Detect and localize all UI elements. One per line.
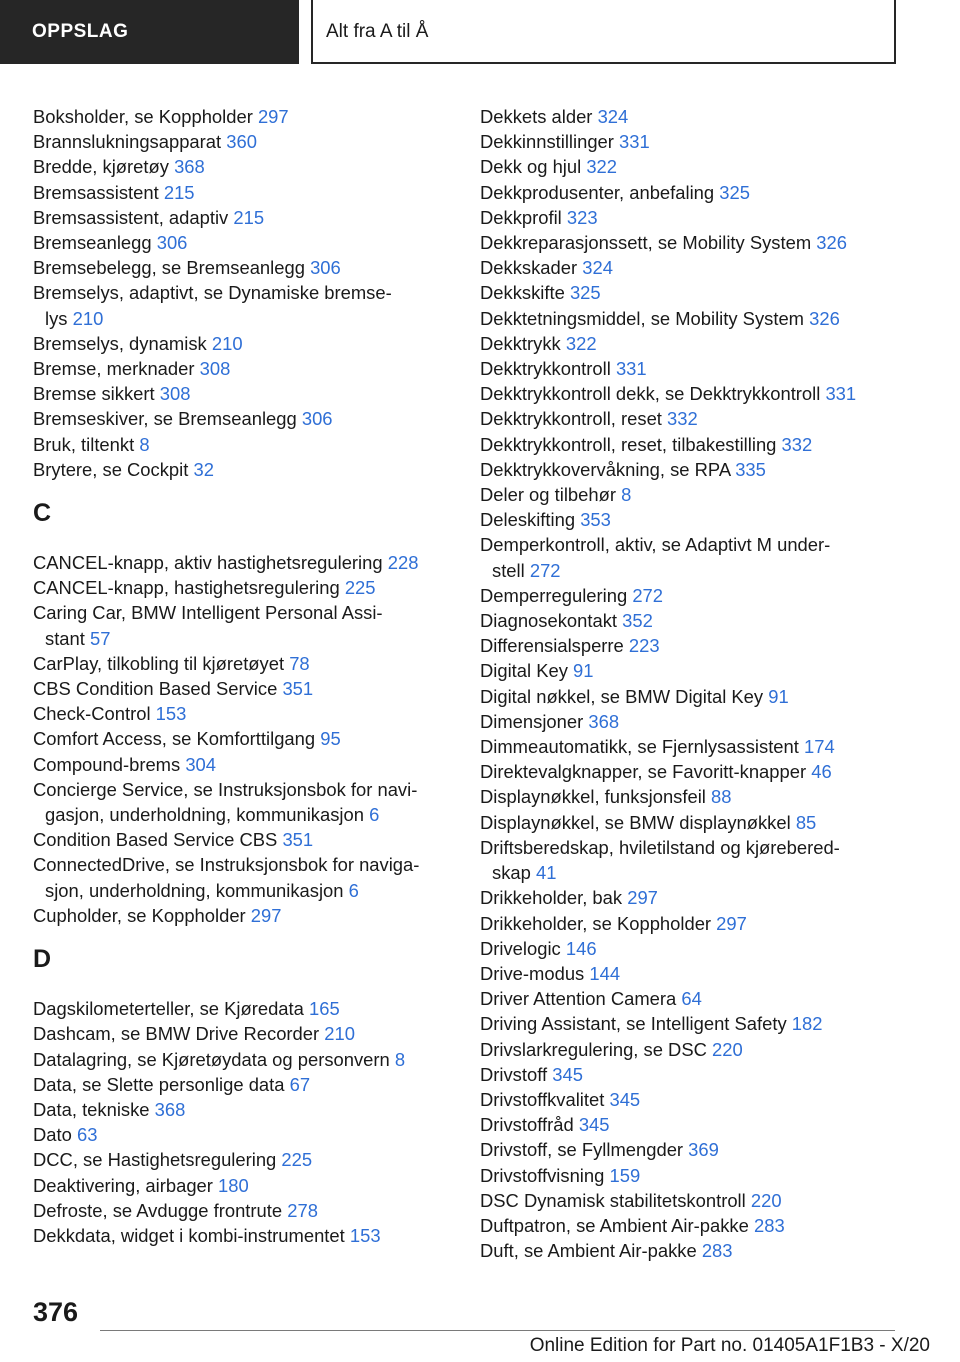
index-entry-term: Defroste, se Avdugge frontrute [33,1199,283,1221]
page-reference-link[interactable]: 368 [154,1098,186,1120]
index-entry-continuation-text: skap [492,862,531,884]
page-reference-link[interactable]: 91 [768,685,789,707]
index-entry-term: Brytere, se Cockpit [33,458,189,480]
index-entry-term: DCC, se Hastighetsregulering [33,1149,277,1171]
page-reference-link[interactable]: 297 [627,887,658,909]
page-reference-link[interactable]: 215 [163,181,195,203]
index-entry [33,381,448,406]
page-reference-link[interactable]: 180 [218,1174,249,1196]
page-reference-link[interactable]: 306 [156,232,188,254]
page-reference-link[interactable]: 324 [597,106,629,127]
index-entry-term: Drivslarkregulering, se DSC [480,1038,707,1060]
index-entry-term: Bremsassistent, adaptiv [33,206,229,228]
index-entry [33,180,448,205]
index-entry [480,255,920,280]
page-reference-link[interactable]: 210 [324,1023,355,1045]
index-entry [480,154,920,179]
index-entry-term: Condition Based Service CBS [33,829,278,851]
index-entry-term: Bremselys, adaptivt, se Dynamiske bremse- [33,282,392,304]
index-entry-term: Drivelogic [480,937,561,959]
index-entry [33,1122,448,1147]
index-entry [33,600,448,650]
page-reference-link[interactable]: 353 [580,509,611,531]
index-entry-term: Drikkeholder, se Koppholder [480,912,712,934]
page-reference-link[interactable]: 308 [199,358,231,380]
index-entry-term: Bremselys, dynamisk [33,332,207,354]
index-entry [33,575,448,600]
page-reference-link[interactable]: 210 [72,307,104,329]
index-entry [480,684,920,709]
page-reference-link[interactable]: 297 [257,106,289,127]
page-reference-link[interactable]: 95 [320,728,341,750]
index-entry [33,1173,448,1198]
page-reference-link[interactable]: 306 [310,257,341,279]
index-letter-heading: D [33,945,52,974]
index-entry [33,701,448,726]
index-entry [33,777,448,827]
index-entry-term: Digital Key [480,660,568,682]
index-entry [480,1062,920,1087]
page-reference-link[interactable]: 146 [565,937,597,959]
header-title-text: Alt fra A til Å [326,21,429,42]
page-reference-link[interactable]: 345 [609,1088,641,1110]
page-reference-link[interactable]: 322 [565,332,597,354]
index-entry-term: Dekkskifte [480,282,565,304]
index-entry [480,936,920,961]
index-entry-continuation-text: stant [45,627,85,649]
index-entry-term: Dekktrykkontroll, reset, tilbakestilling [480,433,777,455]
page-reference-link[interactable]: 91 [573,660,594,682]
index-entry-term: Bremsebelegg, se Bremseanlegg [33,257,305,279]
index-entry [33,1198,448,1223]
page-reference-link[interactable]: 41 [535,862,557,884]
index-entry-term: Displaynøkkel, funksjonsfeil [480,786,706,808]
index-entry [480,280,920,305]
page-reference-link[interactable]: 360 [226,131,257,153]
index-entry [480,734,920,759]
page-reference-link[interactable]: 325 [569,282,601,304]
index-entry-term: Bruk, tiltenkt [33,433,135,455]
index-entry-term: CANCEL-knapp, hastighetsregulering [33,577,340,599]
index-entry-continuation [33,878,448,903]
page-reference-link[interactable]: 78 [289,652,310,674]
index-entry-term: Bremsassistent [33,181,159,203]
index-entry [33,432,448,457]
page-reference-link[interactable]: 225 [344,577,376,599]
index-entry [480,406,920,431]
index-entry [33,154,448,179]
page-reference-link[interactable]: 351 [282,678,314,700]
index-entry-term: Drivstoff, se Fyllmengder [480,1139,684,1161]
index-entry-term: Dekkprofil [480,206,562,228]
index-entry-term: Displaynøkkel, se BMW displaynøkkel [480,811,791,833]
index-entry [480,381,920,406]
index-entry-term: Dekktrykkontroll, reset [480,408,662,430]
page-reference-link[interactable]: 88 [711,786,732,808]
page-reference-link[interactable]: 272 [529,559,561,581]
edition-footer: Online Edition for Part no. 01405A1F1B3 - X/20 [529,1335,930,1356]
page-reference-link[interactable]: 174 [804,736,835,758]
page-reference-link[interactable]: 345 [578,1114,610,1136]
index-entry [33,852,448,902]
index-entry [480,1112,920,1137]
index-entry [480,1037,920,1062]
index-entry-term: Dekk og hjul [480,156,582,178]
index-entry [480,835,920,885]
page-reference-link[interactable]: 345 [552,1063,583,1085]
index-entry-term: Drikkeholder, bak [480,887,623,909]
index-entry-term: Bredde, kjøretøy [33,156,169,178]
page-reference-link[interactable]: 64 [681,988,702,1010]
index-entry [480,1163,920,1188]
index-entry [480,432,920,457]
page-reference-link[interactable]: 67 [289,1073,311,1095]
index-entry-continuation [33,626,448,651]
page-reference-link[interactable]: 210 [211,332,243,354]
index-entry [480,356,920,381]
index-entry-term: Dekkinnstillinger [480,131,614,153]
index-entry-term: Dekktrykkontroll [480,358,611,380]
index-entry-term: Dekktrykk [480,332,561,354]
index-entry [33,356,448,381]
footer-divider [100,1330,895,1331]
index-entry [480,961,920,986]
index-entry-term: Deaktivering, airbager [33,1174,213,1196]
index-entry-term: Dekkskader [480,257,578,279]
page-reference-link[interactable]: 159 [609,1164,641,1186]
index-entry-term: Differensialsperre [480,635,624,657]
index-entry-term: Dekkets alder [480,106,593,127]
page-reference-link[interactable]: 369 [688,1139,719,1161]
index-entry [480,709,920,734]
page-reference-link[interactable]: 144 [589,962,621,984]
page-reference-link[interactable]: 323 [566,206,598,228]
index-entry [33,255,448,280]
page-reference-link[interactable]: 326 [809,307,840,329]
index-entry-term: Duftpatron, se Ambient Air-pakke [480,1214,749,1236]
page-reference-link[interactable]: 153 [349,1224,381,1246]
page-reference-link[interactable]: 153 [155,703,187,725]
index-column-left [33,104,448,1248]
index-entry [33,1047,448,1072]
index-entry [480,633,920,658]
index-entry-term: Data, se Slette personlige data [33,1073,285,1095]
index-entry [33,406,448,431]
index-entry-term: Drivstoffråd [480,1114,574,1136]
page-reference-link[interactable]: 6 [348,879,359,901]
index-entry-term: Driving Assistant, se Intelligent Safety [480,1013,787,1035]
index-entry [480,608,920,633]
page-reference-link[interactable]: 223 [628,635,660,657]
index-entry [33,676,448,701]
page-reference-link[interactable]: 8 [621,484,632,506]
index-entry-term: Comfort Access, se Komforttilgang [33,728,316,750]
page-reference-link[interactable]: 278 [287,1199,318,1221]
index-entry-term: Drivstoff [480,1063,548,1085]
index-entry-term: CarPlay, tilkobling til kjøretøyet [33,652,285,674]
index-entry-term: CBS Condition Based Service [33,678,278,700]
page-reference-link[interactable]: 325 [719,181,750,203]
section-label: OPPSLAG [32,21,129,42]
index-entry-term: Dekkprodusenter, anbefaling [480,181,715,203]
index-entry [33,651,448,676]
index-entry-term: Boksholder, se Koppholder [33,106,253,127]
index-entry-term: Dekkreparasjonssett, se Mobility System [480,232,812,254]
index-letter-heading: C [33,499,52,528]
index-entry [480,507,920,532]
page-reference-link[interactable]: 368 [174,156,205,178]
index-entry [33,752,448,777]
index-entry [480,532,920,582]
index-entry-term: Drivstoffvisning [480,1164,605,1186]
index-entry [480,1238,920,1263]
page-reference-link[interactable]: 352 [622,610,653,632]
index-entry-continuation-text: stell [492,559,525,581]
page-reference-link[interactable]: 215 [233,206,265,228]
index-entry-continuation [33,306,448,331]
page-reference-link[interactable]: 283 [701,1240,733,1262]
index-entry-term: Bremse, merknader [33,358,195,380]
index-entry-term: CANCEL-knapp, aktiv hastighetsregulering [33,552,383,574]
index-entry-term: Dato [33,1124,72,1146]
page-reference-link[interactable]: 326 [816,232,847,254]
index-entry [480,1087,920,1112]
index-entry [33,331,448,356]
index-entry [480,180,920,205]
index-entry [480,1188,920,1213]
index-entry [33,903,448,928]
index-entry-continuation [480,558,920,583]
index-entry [33,104,448,129]
index-entry-term: Dekktetningsmiddel, se Mobility System [480,307,805,329]
page-reference-link[interactable]: 85 [795,811,817,833]
index-entry-term: Dagskilometerteller, se Kjøredata [33,998,304,1020]
page-reference-link[interactable]: 368 [588,710,620,732]
index-entry [33,726,448,751]
index-entry-term: Check-Control [33,703,151,725]
index-entry-term: Dashcam, se BMW Drive Recorder [33,1023,320,1045]
index-entry [33,550,448,575]
page-reference-link[interactable]: 331 [825,383,857,405]
page-number: 376 [33,1297,79,1327]
page-reference-link[interactable]: 57 [90,627,111,649]
index-entry-term: Demperregulering [480,584,628,606]
index-entry [33,996,448,1021]
page-reference-link[interactable]: 306 [301,408,333,430]
index-entry-term: Diagnosekontakt [480,610,617,632]
page-reference-link[interactable]: 332 [667,408,698,430]
index-entry [33,205,448,230]
page-reference-link[interactable]: 220 [750,1189,782,1211]
index-entry [480,1137,920,1162]
page-reference-link[interactable]: 324 [582,257,613,279]
index-entry [33,1021,448,1046]
index-entry-term: Bremseskiver, se Bremseanlegg [33,408,297,430]
index-entry-term: Driftsberedskap, hviletilstand og kjørebered- [480,836,840,858]
index-entry-term: Concierge Service, se Instruksjonsbok for navi- [33,778,418,800]
index-entry-term: Bremse sikkert [33,383,155,405]
page-reference-link[interactable]: 331 [619,131,650,153]
index-entry-term: Dekkdata, widget i kombi-instrumentet [33,1224,345,1246]
index-entry [480,885,920,910]
index-entry-term: Data, tekniske [33,1098,150,1120]
index-entry [480,810,920,835]
index-entry-term: ConnectedDrive, se Instruksjonsbok for naviga- [33,854,420,876]
index-entry [480,457,920,482]
page-reference-link[interactable]: 46 [811,761,832,783]
index-entry [33,1147,448,1172]
index-entry [480,230,920,255]
page-reference-link[interactable]: 182 [791,1013,823,1035]
index-entry [33,827,448,852]
index-entry-term: DSC Dynamisk stabilitetskontroll [480,1189,746,1211]
index-entry [480,129,920,154]
index-entry-continuation [480,860,920,885]
index-entry-term: Datalagring, se Kjøretøydata og personvern [33,1048,390,1070]
index-entry-term: Caring Car, BMW Intelligent Personal Assi- [33,602,383,624]
index-entry [480,331,920,356]
index-entry [480,482,920,507]
index-entry-term: Dimensjoner [480,710,584,732]
page-reference-link[interactable]: 297 [250,904,282,926]
index-entry-term: Drive-modus [480,962,585,984]
index-entry-term: Dekktrykkovervåkning, se RPA [480,458,731,480]
page-reference-link[interactable]: 165 [309,998,340,1020]
index-entry [480,759,920,784]
index-entry-term: Brannslukningsapparat [33,131,222,153]
page-reference-link[interactable]: 331 [615,358,647,380]
index-entry-term: Deler og tilbehør [480,484,616,506]
index-entry-term: Digital nøkkel, se BMW Digital Key [480,685,764,707]
index-entry-term: Demperkontroll, aktiv, se Adaptivt M under- [480,534,831,556]
index-entry [480,1213,920,1238]
index-column-right [480,104,920,1263]
index-entry-term: Deleskifting [480,509,576,531]
index-entry [33,1072,448,1097]
index-entry-term: Direktevalgknapper, se Favoritt-knapper [480,761,807,783]
page-reference-link[interactable]: 332 [781,433,813,455]
index-entry [480,911,920,936]
page-header-title [311,0,896,64]
index-entry [480,658,920,683]
page-reference-link[interactable]: 8 [394,1048,406,1070]
index-entry-continuation-text: lys [45,307,68,329]
index-entry-term: Driver Attention Camera [480,988,677,1010]
index-entry [480,583,920,608]
page-reference-link[interactable]: 304 [185,753,217,775]
page-reference-link[interactable]: 335 [735,458,766,480]
index-entry [33,1223,448,1248]
index-entry-term: Drivstoffkvalitet [480,1088,605,1110]
section-tab [0,0,299,64]
page-reference-link[interactable]: 228 [387,552,419,574]
index-entry [480,205,920,230]
index-entry-term: Dekktrykkontroll dekk, se Dekktrykkontroll [480,383,821,405]
page-reference-link[interactable]: 283 [753,1214,785,1236]
index-entry [33,129,448,154]
page-reference-link[interactable]: 32 [193,458,214,480]
page-reference-link[interactable]: 322 [586,156,618,178]
page-reference-link[interactable]: 272 [632,584,664,606]
index-entry [33,1097,448,1122]
index-entry-term: Dimmeautomatikk, se Fjernlysassistent [480,736,799,758]
index-entry [33,457,448,482]
index-entry [33,280,448,330]
page-reference-link[interactable]: 8 [139,433,150,455]
index-entry [480,1011,920,1036]
page-reference-link[interactable]: 6 [369,804,380,826]
index-entry-continuation [33,802,448,827]
index-entry [33,230,448,255]
page-reference-link[interactable]: 351 [282,829,314,851]
index-entry [480,306,920,331]
index-entry [480,104,920,129]
index-entry-continuation-text: sjon, underholdning, kommunikasjon [45,879,344,901]
index-entry-term: Cupholder, se Koppholder [33,904,246,926]
page-reference-link[interactable]: 308 [159,383,191,405]
index-entry [480,784,920,809]
index-entry-term: Duft, se Ambient Air-pakke [480,1240,697,1262]
index-entry [480,986,920,1011]
index-entry-term: Compound-brems [33,753,181,775]
page-reference-link[interactable]: 63 [76,1124,98,1146]
index-entry-term: Bremseanlegg [33,232,152,254]
page-reference-link[interactable]: 297 [716,912,747,934]
index-entry-continuation-text: gasjon, underholdning, kommunikasjon [45,804,364,826]
page-reference-link[interactable]: 225 [281,1149,313,1171]
page-reference-link[interactable]: 220 [712,1038,743,1060]
